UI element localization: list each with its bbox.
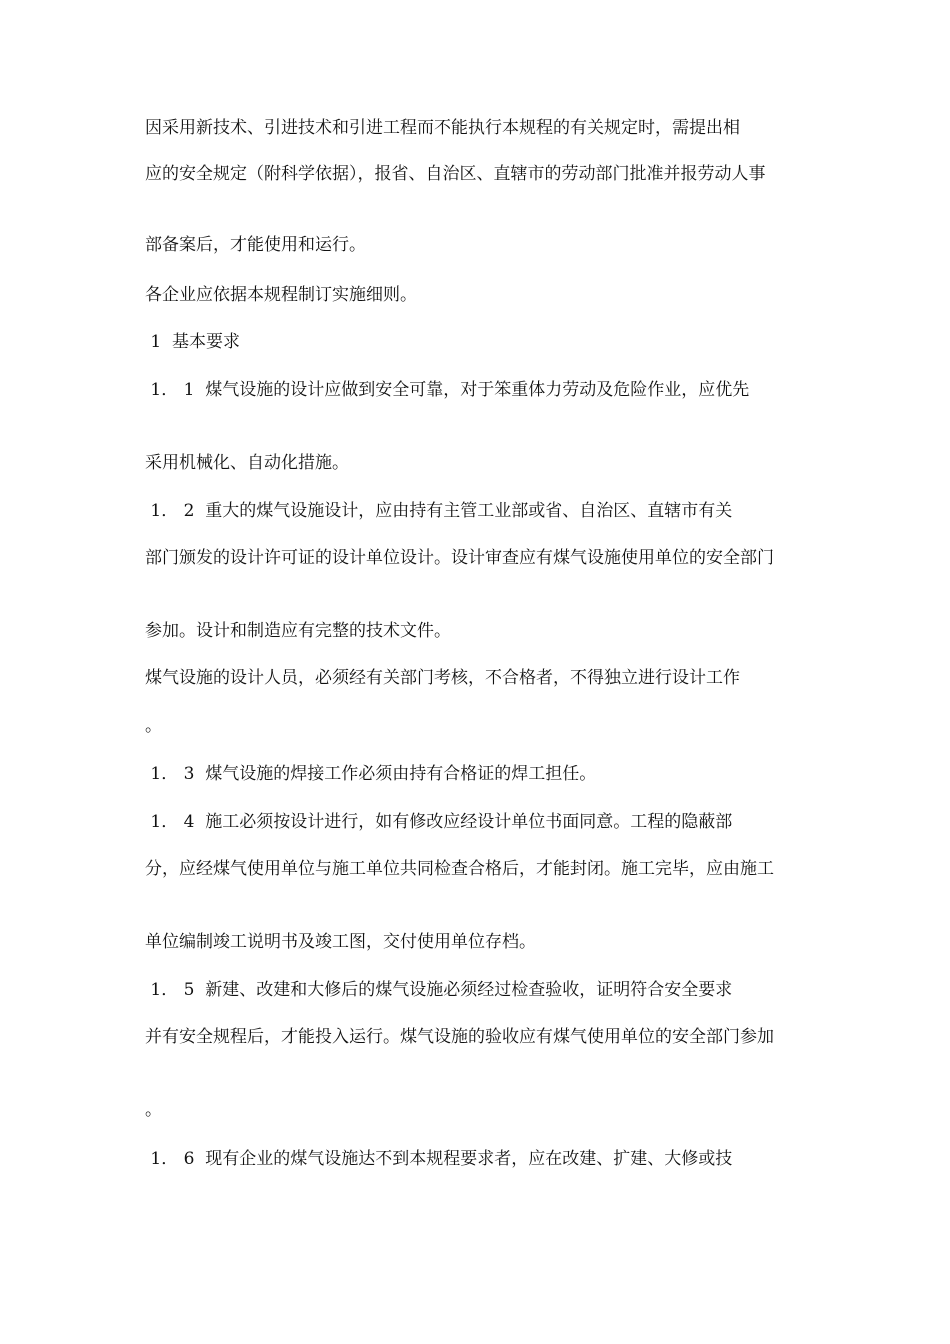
- clause-1-4: 1． 4 施工必须按设计进行，如有修改应经设计单位书面同意。工程的隐蔽部: [145, 812, 733, 832]
- clause-1-5: 1． 5 新建、改建和大修后的煤气设施必须经过检查验收，证明符合安全要求: [145, 980, 733, 1000]
- paragraph-line: 因采用新技术、引进技术和引进工程而不能执行本规程的有关规定时，需提出相: [145, 118, 740, 138]
- clause-1-1: 1． 1 煤气设施的设计应做到安全可靠，对于笨重体力劳动及危险作业，应优先: [145, 380, 750, 400]
- paragraph-line: 应的安全规定（附科学依据），报省、自治区、直辖市的劳动部门批准并报劳动人事: [145, 164, 766, 184]
- paragraph-line: 部门颁发的设计许可证的设计单位设计。设计审查应有煤气设施使用单位的安全部门: [145, 548, 774, 568]
- paragraph-line: 煤气设施的设计人员，必须经有关部门考核，不合格者，不得独立进行设计工作: [145, 668, 740, 688]
- clause-1-2: 1． 2 重大的煤气设施设计，应由持有主管工业部或省、自治区、直辖市有关: [145, 501, 733, 521]
- clause-1-3: 1． 3 煤气设施的焊接工作必须由持有合格证的焊工担任。: [145, 764, 597, 784]
- section-heading: 1 基本要求: [145, 332, 241, 352]
- paragraph-line: 参加。设计和制造应有完整的技术文件。: [145, 621, 451, 641]
- paragraph-line: 分，应经煤气使用单位与施工单位共同检查合格后，才能封闭。施工完毕，应由施工: [145, 859, 774, 879]
- paragraph-line: 并有安全规程后，才能投入运行。煤气设施的验收应有煤气使用单位的安全部门参加: [145, 1027, 774, 1047]
- paragraph-line: 。: [145, 716, 162, 736]
- paragraph-line: 部备案后，才能使用和运行。: [145, 235, 366, 255]
- paragraph-line: 各企业应依据本规程制订实施细则。: [145, 285, 417, 305]
- paragraph-line: 单位编制竣工说明书及竣工图，交付使用单位存档。: [145, 932, 536, 952]
- clause-1-6: 1． 6 现有企业的煤气设施达不到本规程要求者，应在改建、扩建、大修或技: [145, 1149, 733, 1169]
- paragraph-line: 采用机械化、自动化措施。: [145, 453, 349, 473]
- paragraph-line: 。: [145, 1100, 162, 1120]
